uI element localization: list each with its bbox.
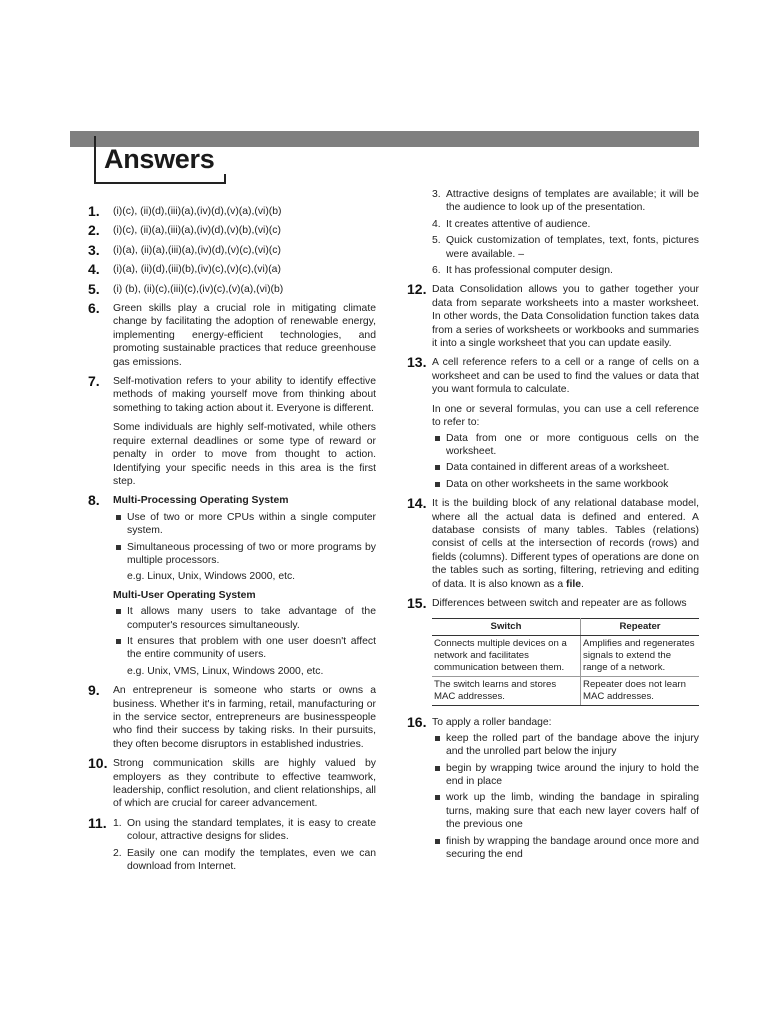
list-item: Use of two or more CPUs within a single computer system. bbox=[113, 511, 376, 538]
left-column bbox=[88, 205, 376, 879]
question-number: 12. bbox=[407, 281, 427, 298]
item-number: 1. bbox=[113, 817, 122, 829]
answer-10 bbox=[88, 757, 376, 811]
page-title: Answers bbox=[104, 144, 215, 174]
subheading: Multi-User Operating System bbox=[113, 589, 256, 601]
numbered-list bbox=[432, 188, 699, 277]
example-text: e.g. Unix, VMS, Linux, Windows 2000, etc. bbox=[127, 665, 324, 677]
answer-paragraph: Some individuals are highly self-motivated, while others require external deadlines or some type of reward or penalty in order to move from thought to action. Identifying your specific needs in this area is the first step. bbox=[113, 422, 376, 487]
table-header: Repeater bbox=[581, 619, 699, 636]
question-number: 15. bbox=[407, 594, 427, 611]
answer-text: Differences between switch and repeater are as follows bbox=[432, 597, 687, 609]
right-column bbox=[407, 188, 699, 867]
question-number: 7. bbox=[88, 373, 100, 390]
answer-paragraph: Self-motivation refers to your ability to identify effective methods of making yourself move from thinking about something to taking action about it. Everyone is different. bbox=[113, 376, 376, 414]
answer-11-continued bbox=[407, 188, 699, 277]
answer-text: Data Consolidation allows you to gather together your data from separate worksheets into a master worksheet. In other words, the Data Consolidation function takes data from a series of worksheets or workbooks and summaries it into a single worksheet that you can update easily. bbox=[432, 284, 699, 350]
answer-text: (i) (b), (ii)(c),(iii)(c),(iv)(c),(v)(a),(vi)(b) bbox=[113, 283, 284, 295]
table-cell: The switch learns and stores MAC addresses. bbox=[432, 677, 581, 706]
item-number: 5. bbox=[432, 235, 441, 247]
bullet-list bbox=[432, 432, 699, 492]
bullet-list bbox=[432, 732, 699, 862]
list-item: Data contained in different areas of a worksheet. bbox=[432, 461, 699, 474]
list-item: Data on other worksheets in the same workbook bbox=[432, 478, 699, 491]
item-number: 6. bbox=[432, 265, 441, 277]
list-item: begin by wrapping twice around the injury to hold the end in place bbox=[432, 762, 699, 789]
answer-text-end: . bbox=[581, 578, 584, 590]
list-item bbox=[113, 847, 376, 874]
item-text: On using the standard templates, it is easy to create colour, attractive designs for slides. bbox=[127, 817, 376, 843]
question-number: 5. bbox=[88, 280, 100, 297]
answer-paragraph: In one or several formulas, you can use a cell reference to refer to: bbox=[432, 403, 699, 429]
numbered-list bbox=[113, 817, 376, 874]
answer-12 bbox=[407, 283, 699, 350]
answer-7 bbox=[88, 375, 376, 488]
answer-15 bbox=[407, 594, 699, 706]
answer-5 bbox=[88, 280, 376, 297]
table-header: Switch bbox=[432, 619, 581, 636]
list-item: keep the rolled part of the bandage above the injury and the unrolled part below the injury bbox=[432, 732, 699, 759]
question-number: 3. bbox=[88, 241, 100, 258]
list-item: It ensures that problem with one user doesn't affect the entire community of users. bbox=[113, 635, 376, 662]
answer-1 bbox=[88, 205, 376, 218]
answer-text: Green skills play a crucial role in mitigating climate change by facilitating the adoption of renewable energy, implementing energy-efficient technologies, and promoting sustainable practices that reduce greenhouse gas emissions. bbox=[113, 303, 376, 368]
answer-text: (i)(c), (ii)(a),(iii)(a),(iv)(d),(v)(b),(vi)(c) bbox=[113, 225, 281, 237]
item-text: It has professional computer design. bbox=[446, 265, 613, 277]
bullet-list bbox=[113, 605, 376, 662]
keyword: file bbox=[566, 578, 582, 590]
list-item: Simultaneous processing of two or more programs by multiple processors. bbox=[113, 541, 376, 568]
answer-text: (i)(c), (ii)(d),(iii)(a),(iv)(d),(v)(a),(vi)(b) bbox=[113, 206, 282, 217]
example-text: e.g. Linux, Unix, Windows 2000, etc. bbox=[127, 571, 296, 583]
list-item bbox=[432, 188, 699, 215]
list-item: finish by wrapping the bandage around once more and securing the end bbox=[432, 835, 699, 862]
question-number: 4. bbox=[88, 261, 100, 278]
question-number: 10. bbox=[88, 755, 108, 772]
list-item bbox=[432, 218, 699, 231]
question-number: 9. bbox=[88, 682, 100, 699]
list-item: Data from one or more contiguous cells on the worksheet. bbox=[432, 432, 699, 459]
table-header-row bbox=[432, 619, 699, 636]
answer-paragraph: A cell reference refers to a cell or a range of cells on a worksheet and can be used to find the values or data that you want formula to calculate. bbox=[432, 357, 699, 396]
list-item bbox=[113, 817, 376, 844]
subheading: Multi-Processing Operating System bbox=[113, 495, 289, 507]
table-cell: Connects multiple devices on a network and facilitates communication between them. bbox=[432, 636, 581, 677]
list-item bbox=[432, 264, 699, 277]
list-item bbox=[432, 234, 699, 261]
item-number: 3. bbox=[432, 189, 441, 200]
answer-16 bbox=[407, 716, 699, 861]
item-text: It creates attentive of audience. bbox=[446, 218, 591, 230]
list-item: It allows many users to take advantage of the computer's resources simultaneously. bbox=[113, 605, 376, 632]
item-text: Easily one can modify the templates, even we can download from Internet. bbox=[127, 847, 376, 873]
answer-3 bbox=[88, 241, 376, 258]
table-row bbox=[432, 636, 699, 677]
bullet-list bbox=[113, 511, 376, 568]
answer-4 bbox=[88, 263, 376, 276]
item-text: Attractive designs of templates are available; it will be the audience to look up of the presentation. bbox=[446, 189, 699, 214]
answer-text: To apply a roller bandage: bbox=[432, 717, 552, 729]
answer-6 bbox=[88, 302, 376, 369]
answer-text: (i)(a), (ii)(d),(iii)(b),(iv)(c),(v)(c),(vi)(a) bbox=[113, 264, 281, 276]
question-number: 13. bbox=[407, 354, 427, 371]
question-number: 8. bbox=[88, 492, 100, 509]
item-number: 2. bbox=[113, 847, 122, 859]
comparison-table bbox=[432, 618, 699, 706]
answer-13 bbox=[407, 356, 699, 491]
table-cell: Amplifies and regenerates signals to extend the range of a network. bbox=[581, 636, 699, 677]
list-item: work up the limb, winding the bandage in spiraling turns, making sure that each new layer covers half of the previous one bbox=[432, 791, 699, 831]
answer-14 bbox=[407, 497, 699, 591]
table-cell: Repeater does not learn MAC addresses. bbox=[581, 677, 699, 706]
question-number: 14. bbox=[407, 495, 427, 512]
table-row bbox=[432, 677, 699, 706]
question-number: 6. bbox=[88, 300, 100, 317]
item-number: 4. bbox=[432, 218, 441, 230]
answer-8 bbox=[88, 494, 376, 678]
question-number: 16. bbox=[407, 714, 427, 731]
question-number: 11. bbox=[88, 814, 107, 831]
item-text: Quick customization of templates, text, fonts, pictures were available. – bbox=[446, 235, 699, 260]
answer-2 bbox=[88, 224, 376, 237]
answer-11 bbox=[88, 814, 376, 874]
answer-text-body: It is the building block of any relational database model, where all the actual data is defined and entered. A database consists of many tables. Tables (relations) consist of cells at the intersection of records (rows) and fields (columns). Different types of operations are done on the tables such as sorting, filtering, retrieving and editing of data. It is also known as a bbox=[432, 498, 699, 590]
answer-text: Strong communication skills are highly valued by employers as they contribute to effective teamwork, leadership, conflict resolution, and client relationships, all of which are crucial for career advancement. bbox=[113, 758, 376, 810]
answer-text: (i)(a), (ii)(a),(iii)(a),(iv)(d),(v)(c),(vi)(c) bbox=[113, 244, 281, 256]
answer-9 bbox=[88, 684, 376, 751]
answer-text bbox=[432, 497, 699, 591]
answer-text: An entrepreneur is someone who starts or owns a business. Whether it's in farming, retail, manufacturing or in the service sector, entrepreneurs are businesspeople who find their success by taking risks. In their pursuits, they often become disruptors in established industries. bbox=[113, 685, 376, 750]
question-number: 2. bbox=[88, 222, 100, 239]
question-number: 1. bbox=[88, 203, 100, 219]
